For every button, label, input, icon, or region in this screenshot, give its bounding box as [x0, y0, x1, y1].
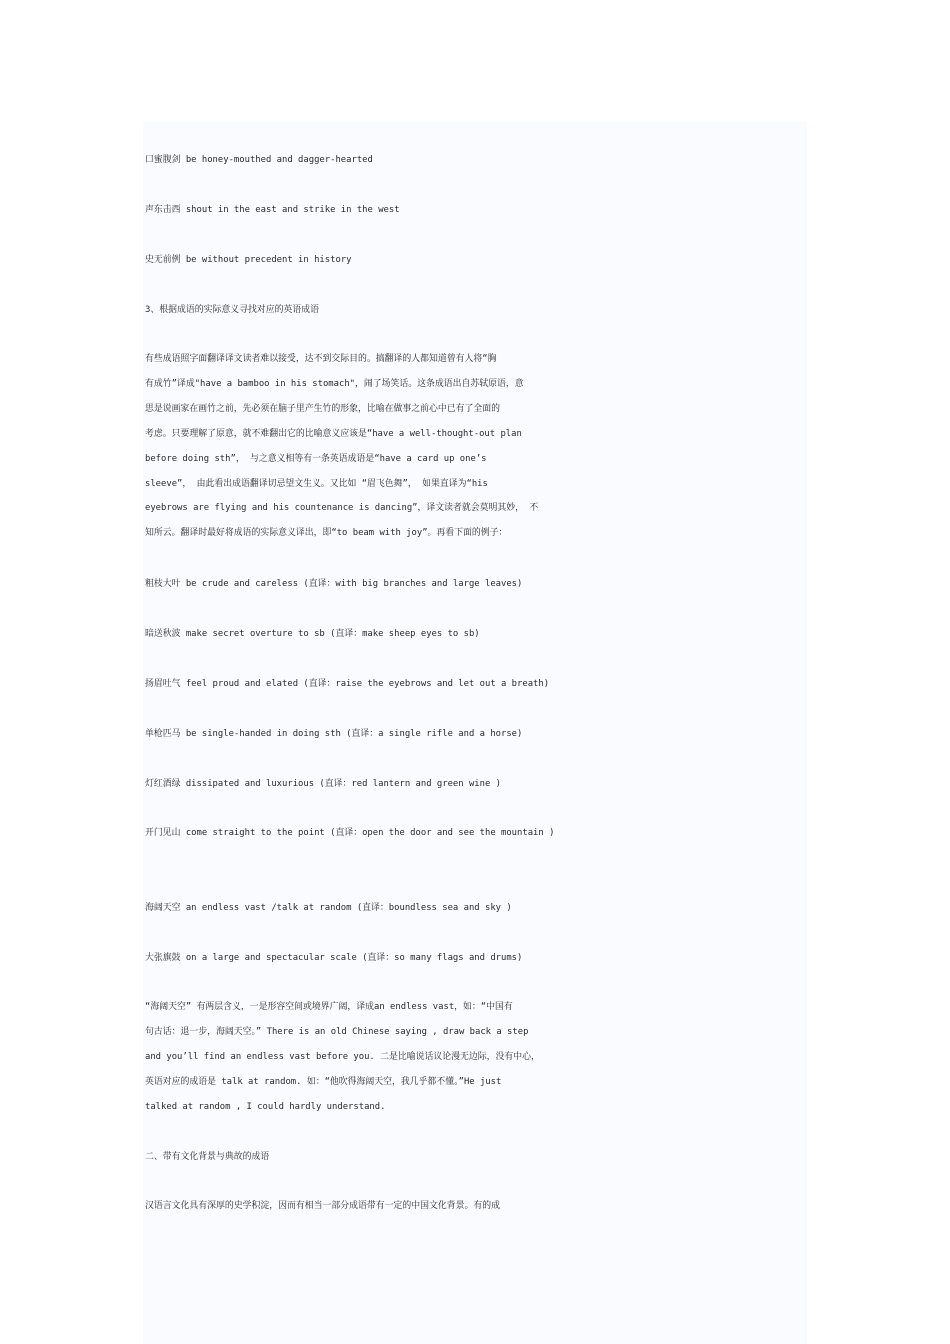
paragraph [145, 1194, 809, 1219]
idiom-line: 单枪匹马 be single-handed in doing sth (直译：a single rifle and a horse) [145, 729, 523, 739]
section-heading: 3、根据成语的实际意义寻找对应的英语成语 [145, 305, 319, 315]
idiom-line: 暗送秋波 make secret overture to sb (直译：make sheep eyes to sb) [145, 629, 480, 639]
idiom-line: 海阔天空 an endless vast /talk at random (直译：boundless sea and sky ) [145, 903, 512, 913]
document-body [143, 122, 807, 1344]
idiom-line: 史无前例 be without precedent in history [145, 255, 352, 265]
paragraph-line: 思是说画家在画竹之前，先必须在脑子里产生竹的形象，比喻在做事之前心中已有了全面的 [145, 403, 500, 414]
paragraph [145, 347, 809, 546]
paragraph [145, 995, 809, 1120]
section-heading: 二、带有文化背景与典故的成语 [145, 1152, 270, 1162]
idiom-line: 开门见山 come straight to the point (直译：open the door and see the mountain ) [145, 828, 555, 838]
paragraph-line: 知所云。翻译时最好将成语的实际意义译出，即“to beam with joy”。再看下面的例子： [145, 528, 508, 539]
paragraph-line: 有些成语照字面翻译译文读者难以接受，达不到交际目的。搞翻译的人都知道曾有人将“胸 [145, 354, 497, 364]
paragraph-line: “海阔天空” 有两层含义，一是形容空间或境界广阔，译成an endless vast，如：“中国有 [145, 1002, 513, 1012]
idiom-line: 声东击西 shout in the east and strike in the west [145, 205, 400, 215]
idiom-line: 口蜜腹剑 be honey-mouthed and dagger-hearted [145, 155, 373, 165]
idiom-line: 灯红酒绿 dissipated and luxurious (直译：red lantern and green wine ) [145, 779, 502, 789]
paragraph-line: eyebrows are flying and his countenance is dancing”，译文读者就会莫明其妙， 不 [145, 503, 539, 514]
paragraph-line: 汉语言文化具有深厚的史学积淀，因而有相当一部分成语带有一定的中国文化背景。有的成 [145, 1201, 500, 1211]
paragraph-line: before doing sth”， 与之意义相等有一条英语成语是“have a card up one’s [145, 453, 487, 464]
idiom-line: 扬眉吐气 feel proud and elated (直译：raise the eyebrows and let out a breath) [145, 679, 550, 689]
paragraph-line: 句古话：退一步，海阔天空。” There is an old Chinese saying , draw back a step [145, 1026, 529, 1037]
idiom-line: 大张旗鼓 on a large and spectacular scale (直译：so many flags and drums) [145, 953, 523, 963]
paragraph-line: sleeve”， 由此看出成语翻译切忌望文生义。又比如 “眉飞色舞”， 如果直译为“his [145, 478, 488, 489]
paragraph-line: 英语对应的成语是 talk at random. 如：“他吹得海阔天空，我几乎都不懂。”He just [145, 1076, 502, 1087]
paragraph-line: 有成竹”译成"have a bamboo in his stomach"，闹了场笑话。这条成语出自苏轼原语，意 [145, 378, 524, 389]
paragraph-line: 考虑。只要理解了原意，就不难翻出它的比喻意义应该是“have a well-thought-out plan [145, 428, 522, 439]
paragraph-line: and you’ll find an endless vast before you. 二是比喻说话议论漫无边际，没有中心， [145, 1051, 540, 1062]
paragraph-line: talked at random , I could hardly understand. [145, 1101, 386, 1112]
idiom-line: 粗枝大叶 be crude and careless (直译：with big branches and large leaves) [145, 579, 523, 589]
